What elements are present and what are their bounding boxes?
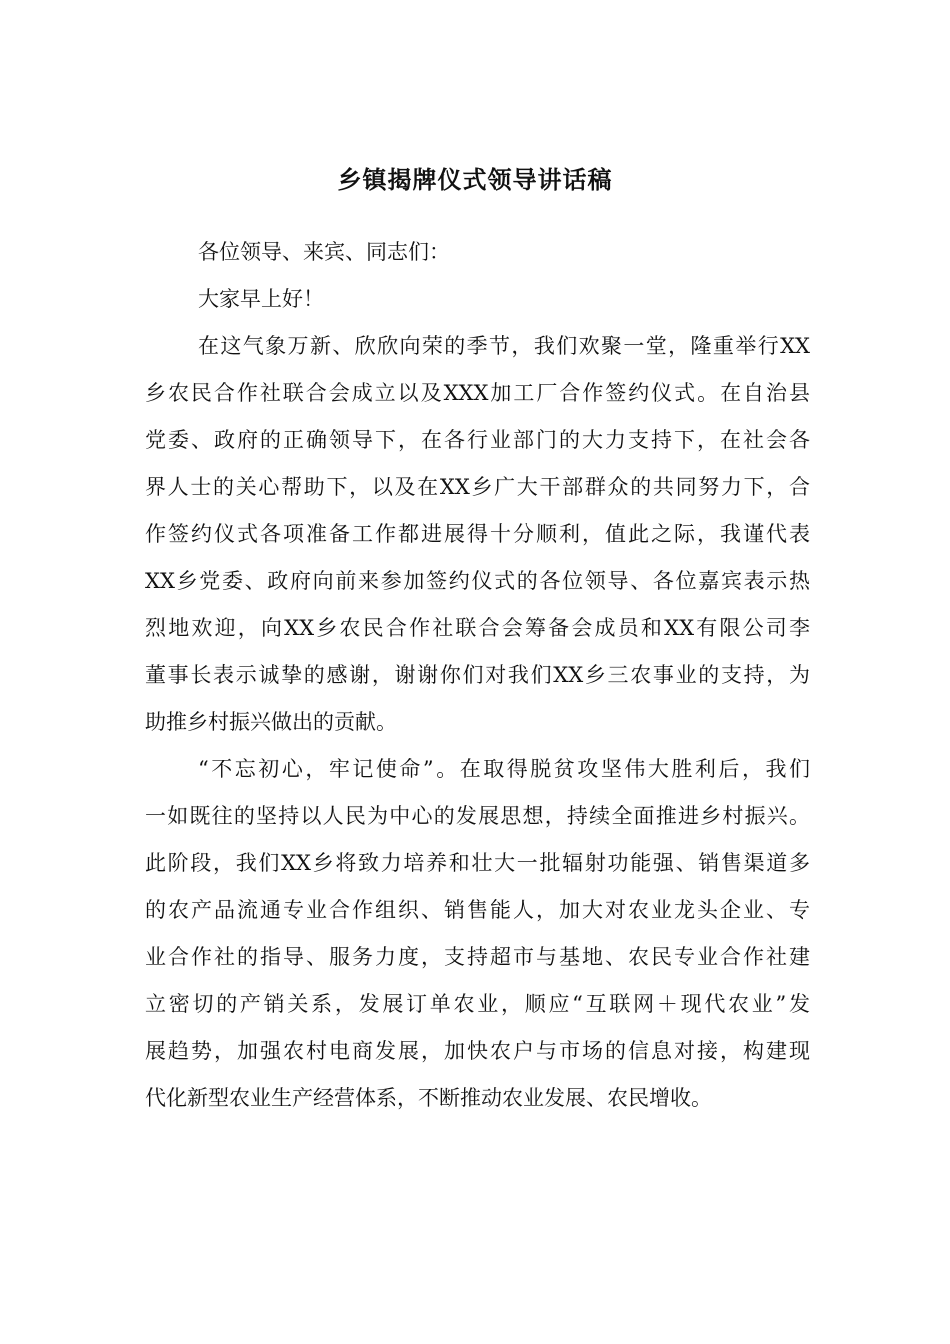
document-body (145, 229, 810, 1122)
paragraph-line: “不忘初心，牢记使命”。在取得脱贫攻坚伟大胜利后，我们 (198, 757, 810, 781)
paragraph (145, 746, 810, 1122)
paragraph-line: 在这气象万新、欣欣向荣的季节，我们欢聚一堂，隆重举行XX (198, 334, 810, 358)
paragraph-line: 乡农民合作社联合会成立以及XXX加工厂合作签约仪式。在自治县 (145, 381, 810, 405)
salutation: 各位领导、来宾、同志们： (198, 240, 450, 264)
document-title: 乡镇揭牌仪式领导讲话稿 (337, 165, 613, 194)
paragraphs (145, 323, 810, 1122)
greeting: 大家早上好！ (198, 287, 324, 311)
paragraph-line: 助推乡村振兴做出的贡献。 (145, 710, 397, 734)
paragraph-line: 业合作社的指导、服务力度，支持超市与基地、农民专业合作社建 (145, 945, 810, 969)
paragraph-line: 界人士的关心帮助下，以及在XX乡广大干部群众的共同努力下，合 (145, 475, 810, 499)
paragraph-line: 一如既往的坚持以人民为中心的发展思想，持续全面推进乡村振兴。 (145, 804, 810, 828)
paragraph-line: 董事长表示诚挚的感谢，谢谢你们对我们XX乡三农事业的支持，为 (145, 663, 810, 687)
paragraph-line: 党委、政府的正确领导下，在各行业部门的大力支持下，在社会各 (145, 428, 810, 452)
paragraph-line: 展趋势，加强农村电商发展，加快农户与市场的信息对接，构建现 (145, 1039, 810, 1063)
paragraph-line: XX乡党委、政府向前来参加签约仪式的各位领导、各位嘉宾表示热 (145, 569, 810, 593)
paragraph (145, 323, 810, 746)
paragraph-line: 代化新型农业生产经营体系，不断推动农业发展、农民增收。 (145, 1086, 712, 1110)
paragraph-line: 烈地欢迎，向XX乡农民合作社联合会筹备会成员和XX有限公司李 (145, 616, 810, 640)
paragraph-line: 立密切的产销关系，发展订单农业，顺应“互联网＋现代农业”发 (145, 992, 810, 1016)
paragraph-line: 的农产品流通专业合作组织、销售能人，加大对农业龙头企业、专 (145, 898, 810, 922)
paragraph-line: 此阶段，我们XX乡将致力培养和壮大一批辐射功能强、销售渠道多 (145, 851, 810, 875)
paragraph-line: 作签约仪式各项准备工作都进展得十分顺利，值此之际，我谨代表 (145, 522, 810, 546)
